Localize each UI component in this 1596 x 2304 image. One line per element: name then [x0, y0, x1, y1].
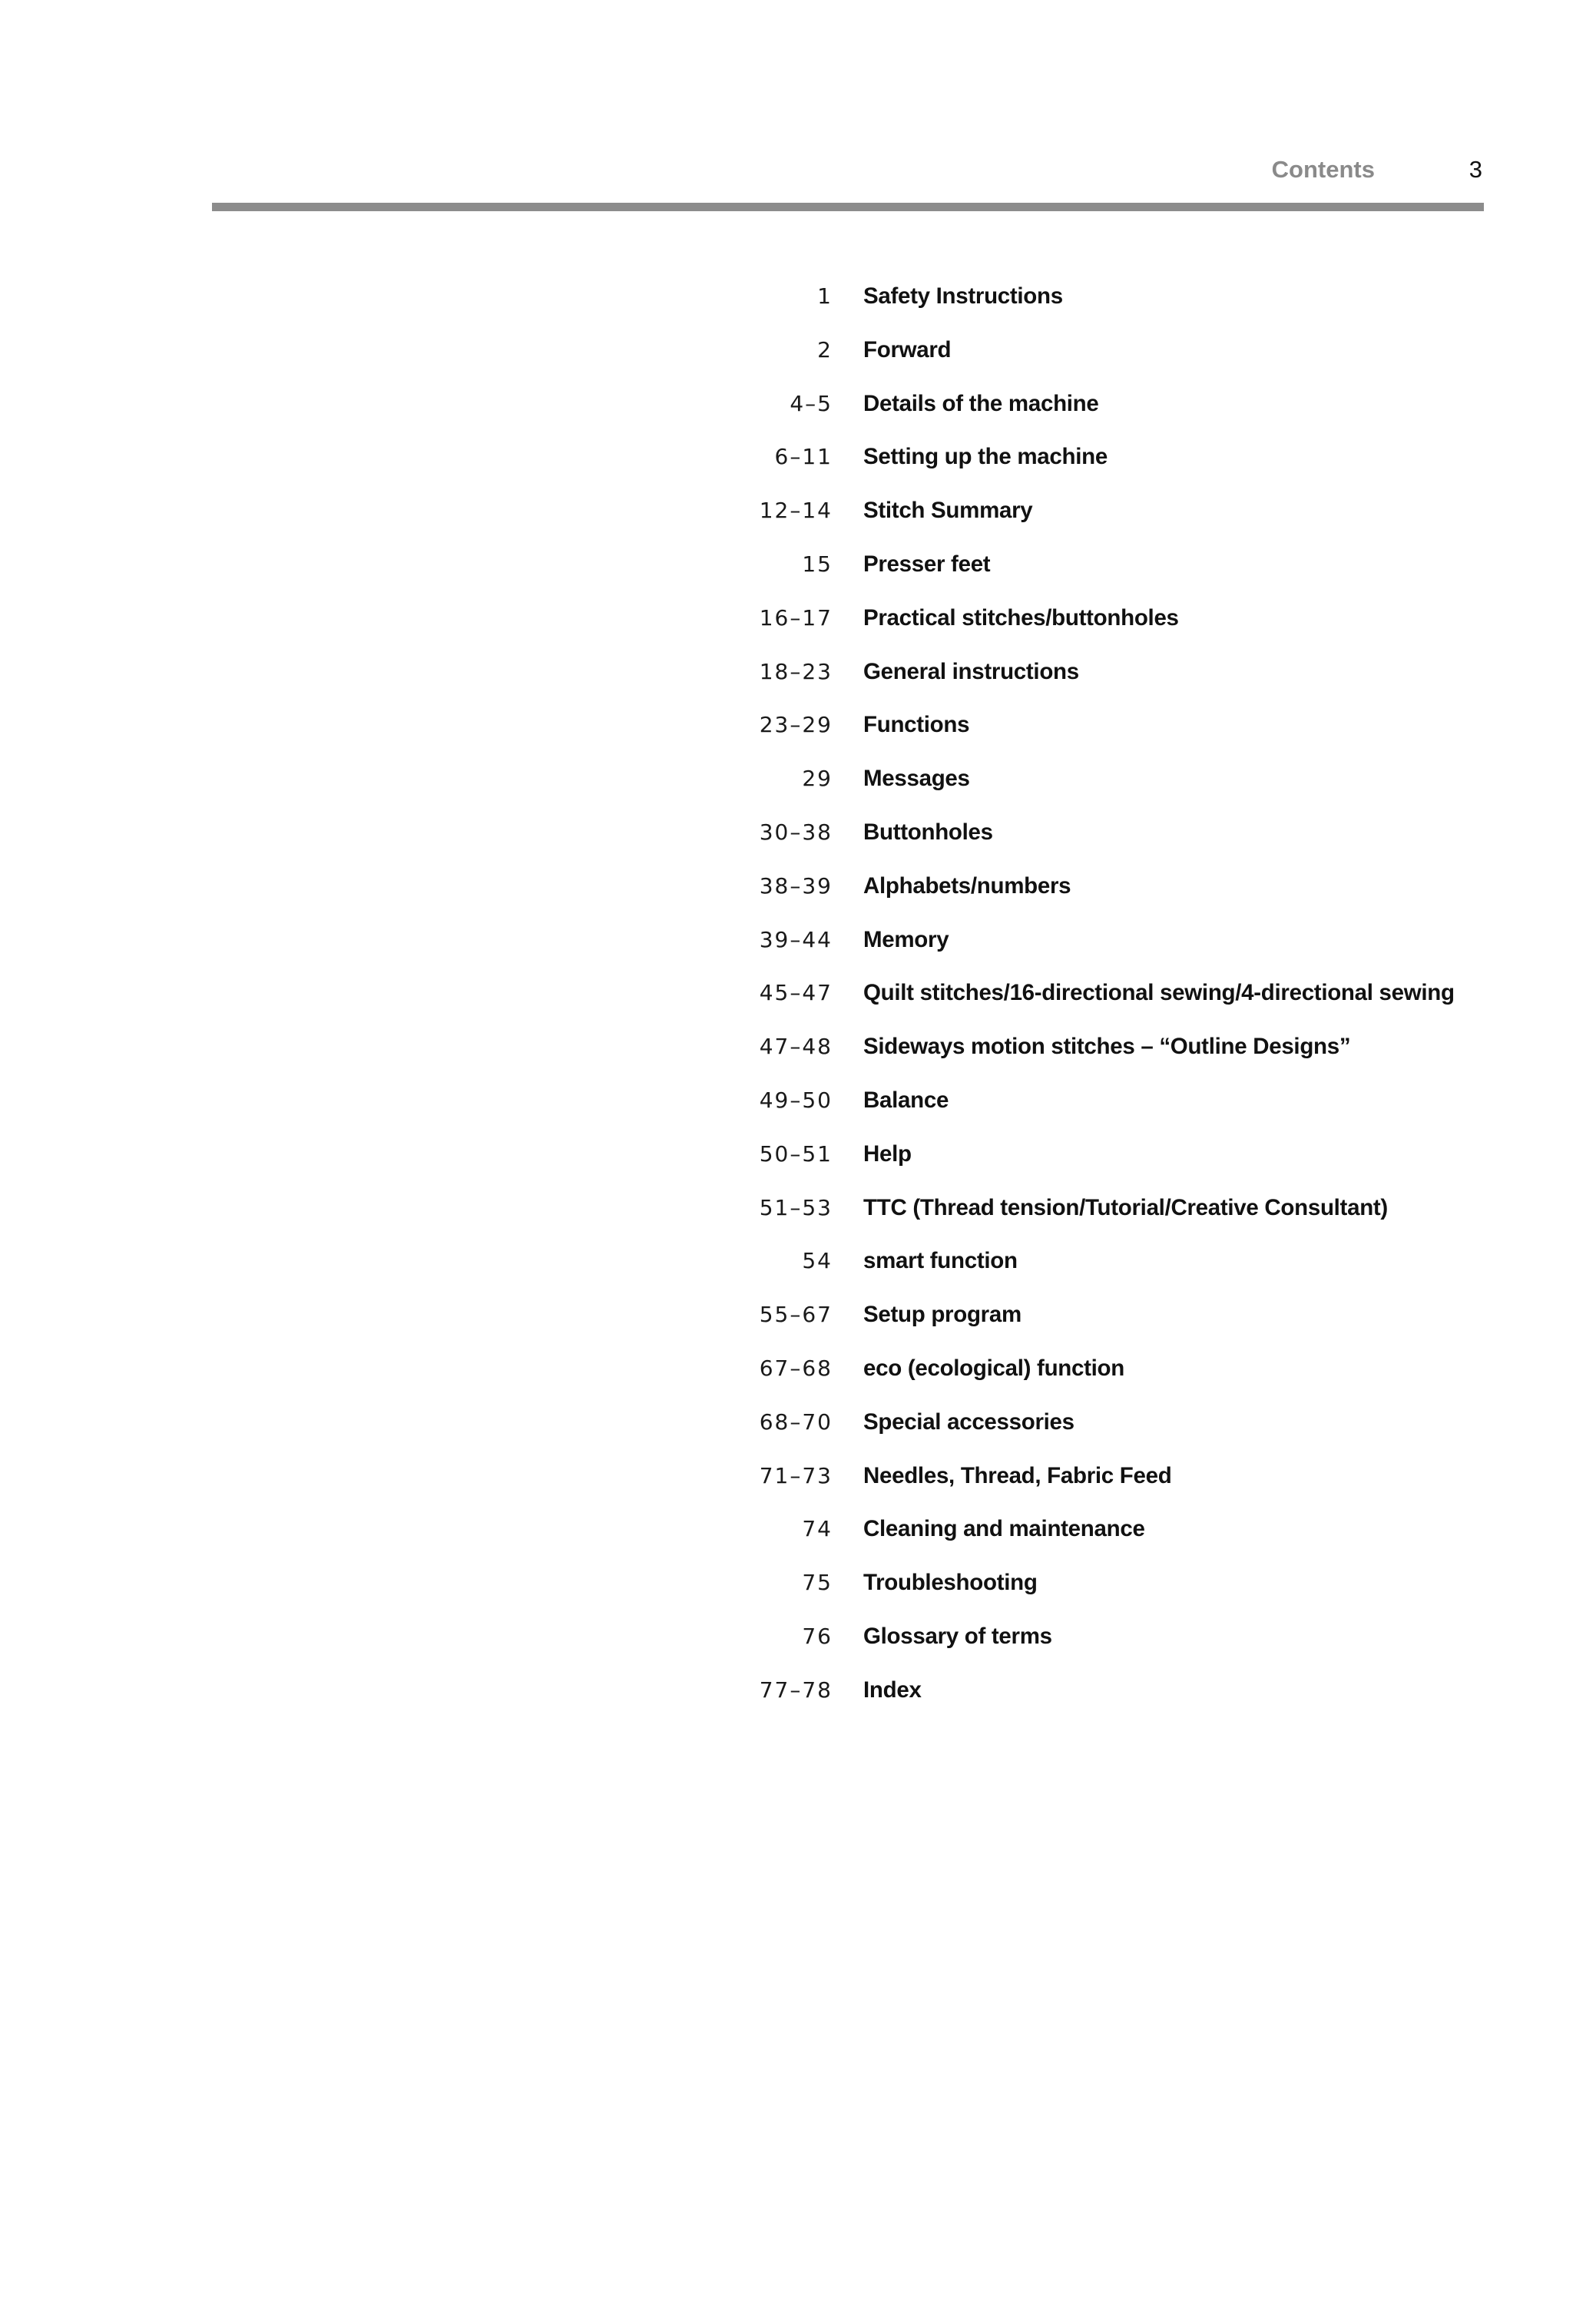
toc-entry-title: Setup program: [863, 1302, 1022, 1328]
toc-page-range: 38–39: [759, 872, 833, 899]
toc-entry-title: Help: [863, 1140, 912, 1167]
toc-page-range: 77–78: [759, 1677, 833, 1703]
toc-entry-title: smart function: [863, 1248, 1018, 1274]
toc-entry[interactable]: [0, 387, 1596, 441]
toc-entry[interactable]: [0, 1566, 1596, 1620]
toc-page-range: 54: [802, 1248, 833, 1274]
toc-entry[interactable]: [0, 548, 1596, 601]
toc-entry[interactable]: [0, 494, 1596, 548]
toc-entry[interactable]: [0, 1084, 1596, 1137]
toc-entry[interactable]: [0, 976, 1596, 1030]
toc-page-range: 55–67: [759, 1302, 833, 1328]
toc-entry-title: Glossary of terms: [863, 1623, 1052, 1649]
toc-entry[interactable]: [0, 1405, 1596, 1459]
toc-entry-title: TTC (Thread tension/Tutorial/Creative Consultant): [863, 1194, 1388, 1220]
toc-entry-title: Alphabets/numbers: [863, 872, 1071, 899]
toc-entry[interactable]: [0, 1620, 1596, 1673]
toc-entry-title: Cleaning and maintenance: [863, 1516, 1145, 1542]
toc-page-range: 29: [802, 766, 833, 792]
toc-entry-title: eco (ecological) function: [863, 1355, 1124, 1381]
toc-page-range: 4–5: [790, 390, 833, 416]
toc-entry[interactable]: [0, 1191, 1596, 1245]
toc-entry-title: Buttonholes: [863, 819, 993, 845]
toc-entry-title: Safety Instructions: [863, 283, 1063, 309]
toc-page-range: 6–11: [774, 444, 833, 470]
toc-entry-title: Memory: [863, 926, 949, 952]
toc-entry[interactable]: [0, 869, 1596, 923]
toc-entry-title: Presser feet: [863, 551, 991, 577]
toc-entry-title: Quilt stitches/16-directional sewing/4-directional sewing: [863, 980, 1455, 1006]
toc-entry-title: Messages: [863, 766, 970, 792]
toc-entry-title: Needles, Thread, Fabric Feed: [863, 1462, 1172, 1488]
toc-entry[interactable]: [0, 655, 1596, 709]
toc-entry-title: Stitch Summary: [863, 498, 1033, 524]
header-page-number: 3: [1469, 156, 1482, 183]
toc-entry-title: Setting up the machine: [863, 444, 1108, 470]
toc-entry[interactable]: [0, 923, 1596, 977]
toc-entry-title: Troubleshooting: [863, 1570, 1038, 1596]
toc-entry-title: General instructions: [863, 658, 1079, 684]
toc-page-range: 51–53: [759, 1194, 833, 1220]
toc-entry[interactable]: [0, 601, 1596, 655]
toc-page-range: 12–14: [759, 498, 833, 524]
table-of-contents: [0, 280, 1596, 1727]
toc-entry[interactable]: [0, 762, 1596, 816]
toc-entry[interactable]: [0, 1244, 1596, 1298]
toc-entry[interactable]: [0, 1673, 1596, 1727]
toc-page-range: 74: [802, 1516, 833, 1542]
toc-page-range: 67–68: [759, 1355, 833, 1381]
toc-entry[interactable]: [0, 440, 1596, 494]
toc-entry[interactable]: [0, 1137, 1596, 1191]
toc-entry[interactable]: [0, 708, 1596, 762]
toc-entry[interactable]: [0, 816, 1596, 869]
toc-page-range: 76: [802, 1623, 833, 1649]
toc-page-range: 15: [802, 551, 833, 577]
toc-page-range: 68–70: [759, 1409, 833, 1435]
toc-entry[interactable]: [0, 1459, 1596, 1513]
toc-page-range: 30–38: [759, 819, 833, 845]
toc-entry-title: Index: [863, 1677, 922, 1703]
toc-entry[interactable]: [0, 1030, 1596, 1084]
toc-page-range: 18–23: [759, 658, 833, 684]
toc-entry[interactable]: [0, 333, 1596, 387]
toc-entry[interactable]: [0, 1512, 1596, 1566]
toc-entry[interactable]: [0, 280, 1596, 333]
toc-entry-title: Forward: [863, 336, 952, 362]
toc-entry-title: Functions: [863, 712, 970, 738]
toc-page-range: 16–17: [759, 604, 833, 631]
toc-page-range: 1: [817, 283, 833, 309]
toc-page-range: 75: [802, 1570, 833, 1596]
toc-page-range: 2: [817, 336, 833, 362]
toc-page-range: 71–73: [759, 1462, 833, 1488]
toc-page-range: 45–47: [759, 980, 833, 1006]
toc-entry[interactable]: [0, 1352, 1596, 1405]
toc-page-range: 39–44: [759, 926, 833, 952]
toc-entry-title: Special accessories: [863, 1409, 1074, 1435]
toc-entry[interactable]: [0, 1298, 1596, 1352]
toc-page-range: 50–51: [759, 1140, 833, 1167]
toc-entry-title: Sideways motion stitches – “Outline Designs”: [863, 1034, 1351, 1060]
toc-page-range: 49–50: [759, 1087, 833, 1113]
toc-page-range: 23–29: [759, 712, 833, 738]
toc-page-range: 47–48: [759, 1034, 833, 1060]
toc-entry-title: Balance: [863, 1087, 949, 1113]
toc-entry-title: Details of the machine: [863, 390, 1099, 416]
toc-entry-title: Practical stitches/buttonholes: [863, 604, 1179, 631]
header-rule: [212, 203, 1484, 211]
header-title: Contents: [1271, 156, 1375, 183]
